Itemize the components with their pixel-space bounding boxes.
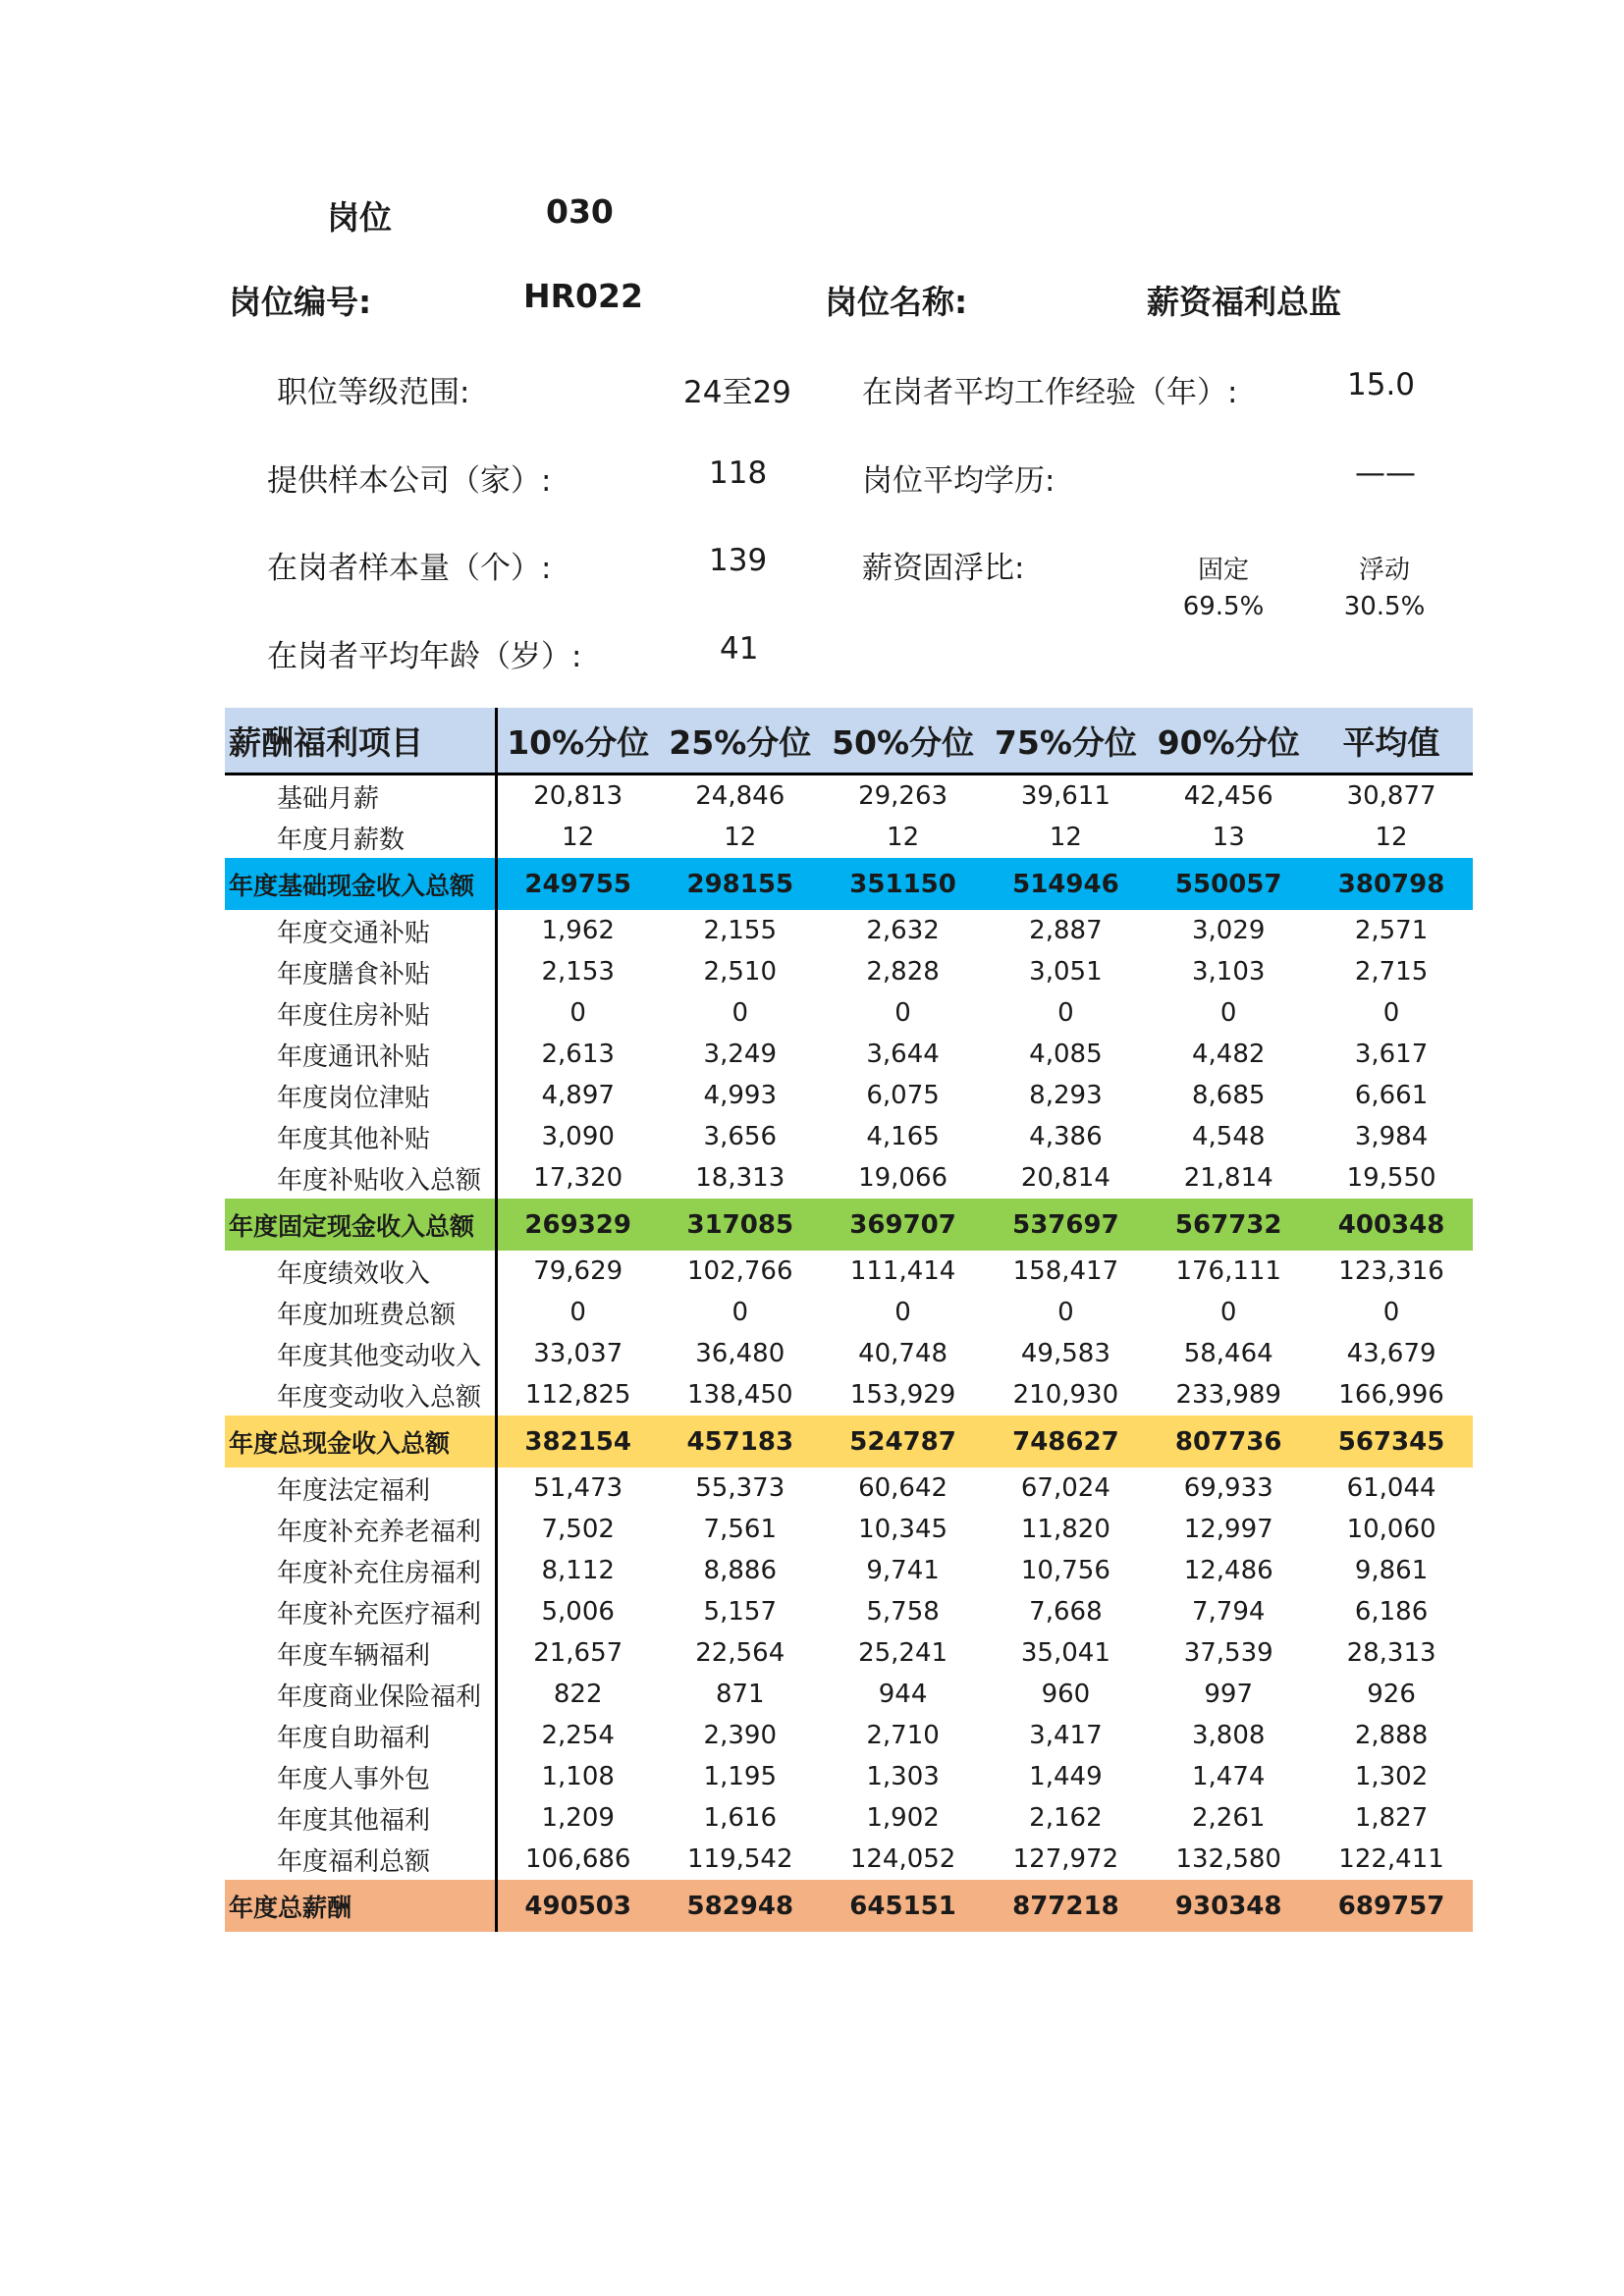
cell-value: 1,302 xyxy=(1354,1762,1429,1791)
cell-value: 2,613 xyxy=(541,1040,615,1069)
cell-value: 28,313 xyxy=(1346,1638,1436,1668)
table-row xyxy=(225,1839,1473,1880)
cell-value: 55,373 xyxy=(695,1473,785,1503)
cell-value: 5,758 xyxy=(866,1597,940,1627)
cell-value: 871 xyxy=(715,1680,765,1709)
cell-value: 822 xyxy=(553,1680,603,1709)
cell-value: 30,877 xyxy=(1346,781,1436,811)
row-label: 年度人事外包 xyxy=(225,1756,496,1797)
cell-value: 138,450 xyxy=(687,1380,793,1410)
cell-value: 0 xyxy=(1057,1298,1074,1327)
education-value: —— xyxy=(1355,455,1416,491)
cell-value: 19,066 xyxy=(858,1163,948,1193)
cell-value: 298155 xyxy=(686,869,794,899)
cell-value: 0 xyxy=(569,998,586,1028)
table-total-row xyxy=(225,1880,1473,1932)
row-label: 年度车辆福利 xyxy=(225,1632,496,1674)
cell-value: 40,748 xyxy=(858,1339,948,1368)
cell-value: 997 xyxy=(1204,1680,1254,1709)
row-label: 年度绩效收入 xyxy=(225,1251,496,1292)
cell-value: 369707 xyxy=(849,1209,956,1240)
row-label: 年度月薪数 xyxy=(225,817,496,858)
cell-value: 21,814 xyxy=(1183,1163,1273,1193)
cell-value: 0 xyxy=(1219,1298,1237,1327)
post-name-label: 岗位名称: xyxy=(825,283,968,321)
sample-size-value: 139 xyxy=(709,543,768,578)
cell-value: 807736 xyxy=(1174,1426,1282,1457)
cell-value: 3,051 xyxy=(1029,957,1103,987)
cell-value: 158,417 xyxy=(1012,1256,1119,1286)
table-row xyxy=(225,1292,1473,1333)
fixed-value: 69.5% xyxy=(1182,592,1265,621)
cell-value: 127,972 xyxy=(1012,1844,1119,1874)
cell-value: 79,629 xyxy=(533,1256,623,1286)
row-label: 年度补充住房福利 xyxy=(225,1550,496,1591)
cell-value: 24,846 xyxy=(695,781,785,811)
cell-value: 39,611 xyxy=(1020,781,1110,811)
cell-value: 9,861 xyxy=(1354,1556,1429,1585)
average-age-label: 在岗者平均年龄（岁）: xyxy=(267,639,582,674)
cell-value: 7,561 xyxy=(703,1515,777,1544)
table-row xyxy=(225,910,1473,951)
cell-value: 13 xyxy=(1212,823,1245,852)
row-label: 年度变动收入总额 xyxy=(225,1374,496,1415)
cell-value: 0 xyxy=(894,998,911,1028)
cell-value: 0 xyxy=(731,998,749,1028)
float-value: 30.5% xyxy=(1343,592,1426,621)
row-label: 年度补充医疗福利 xyxy=(225,1591,496,1632)
cell-value: 3,029 xyxy=(1191,916,1266,945)
table-row xyxy=(225,1591,1473,1632)
cell-value: 2,710 xyxy=(866,1721,940,1750)
cell-value: 2,155 xyxy=(703,916,777,945)
table-row xyxy=(225,1509,1473,1550)
column-header-percentile: 10%分位 xyxy=(496,708,659,774)
table-row xyxy=(225,1756,1473,1797)
cell-value: 12 xyxy=(1375,823,1408,852)
cell-value: 3,617 xyxy=(1354,1040,1429,1069)
row-label: 年度自助福利 xyxy=(225,1715,496,1756)
cell-value: 0 xyxy=(1382,1298,1400,1327)
cell-value: 645151 xyxy=(849,1891,956,1921)
cell-value: 524787 xyxy=(849,1426,956,1457)
cell-value: 457183 xyxy=(686,1426,794,1457)
table-total-row xyxy=(225,858,1473,910)
cell-value: 20,813 xyxy=(533,781,623,811)
row-label: 年度其他补贴 xyxy=(225,1116,496,1157)
cell-value: 0 xyxy=(1382,998,1400,1028)
cell-value: 69,933 xyxy=(1183,1473,1273,1503)
cell-value: 12 xyxy=(887,823,920,852)
cell-value: 29,263 xyxy=(858,781,948,811)
cell-value: 33,037 xyxy=(533,1339,623,1368)
table-row xyxy=(225,1374,1473,1415)
cell-value: 0 xyxy=(1219,998,1237,1028)
cell-value: 8,112 xyxy=(541,1556,615,1585)
cell-value: 1,195 xyxy=(703,1762,777,1791)
cell-value: 4,548 xyxy=(1191,1122,1266,1151)
fixed-label: 固定 xyxy=(1197,556,1249,585)
cell-value: 35,041 xyxy=(1020,1638,1110,1668)
cell-value: 17,320 xyxy=(533,1163,623,1193)
float-label: 浮动 xyxy=(1358,556,1410,585)
cell-value: 6,186 xyxy=(1354,1597,1429,1627)
cell-value: 12 xyxy=(562,823,595,852)
cell-value: 119,542 xyxy=(687,1844,793,1874)
cell-value: 1,108 xyxy=(541,1762,615,1791)
cell-value: 5,157 xyxy=(703,1597,777,1627)
post-code-label: 岗位编号: xyxy=(229,283,372,321)
cell-value: 3,644 xyxy=(866,1040,940,1069)
fixed-float-ratio-label: 薪资固浮比: xyxy=(862,551,1025,586)
cell-value: 8,685 xyxy=(1191,1081,1266,1110)
cell-value: 111,414 xyxy=(849,1256,956,1286)
row-label: 年度住房补贴 xyxy=(225,992,496,1034)
cell-value: 537697 xyxy=(1012,1209,1119,1240)
cell-value: 3,656 xyxy=(703,1122,777,1151)
post-value: 030 xyxy=(546,192,614,231)
cell-value: 689757 xyxy=(1337,1891,1445,1921)
cell-value: 2,632 xyxy=(866,916,940,945)
table-row xyxy=(225,1468,1473,1509)
cell-value: 12 xyxy=(724,823,757,852)
cell-value: 2,828 xyxy=(866,957,940,987)
cell-value: 8,886 xyxy=(703,1556,777,1585)
cell-value: 1,616 xyxy=(703,1803,777,1833)
cell-value: 36,480 xyxy=(695,1339,785,1368)
sample-companies-value: 118 xyxy=(709,455,768,491)
cell-value: 2,162 xyxy=(1029,1803,1103,1833)
cell-value: 550057 xyxy=(1174,869,1282,899)
salary-table xyxy=(225,708,1473,1932)
cell-value: 8,293 xyxy=(1029,1081,1103,1110)
cell-value: 926 xyxy=(1367,1680,1416,1709)
row-label: 基础月薪 xyxy=(225,774,496,818)
cell-value: 930348 xyxy=(1174,1891,1282,1921)
cell-value: 42,456 xyxy=(1183,781,1273,811)
cell-value: 153,929 xyxy=(849,1380,956,1410)
column-header-percentile: 75%分位 xyxy=(984,708,1147,774)
cell-value: 3,417 xyxy=(1029,1721,1103,1750)
cell-value: 1,902 xyxy=(866,1803,940,1833)
cell-value: 10,756 xyxy=(1020,1556,1110,1585)
table-row xyxy=(225,774,1473,818)
cell-value: 4,482 xyxy=(1191,1040,1266,1069)
table-row xyxy=(225,1034,1473,1075)
table-row xyxy=(225,1333,1473,1374)
cell-value: 9,741 xyxy=(866,1556,940,1585)
table-header-row xyxy=(225,708,1473,774)
cell-value: 49,583 xyxy=(1020,1339,1110,1368)
cell-value: 58,464 xyxy=(1183,1339,1273,1368)
experience-value: 15.0 xyxy=(1347,367,1416,402)
row-label: 年度岗位津贴 xyxy=(225,1075,496,1116)
cell-value: 2,254 xyxy=(541,1721,615,1750)
cell-value: 20,814 xyxy=(1020,1163,1110,1193)
cell-value: 1,303 xyxy=(866,1762,940,1791)
cell-value: 6,075 xyxy=(866,1081,940,1110)
cell-value: 514946 xyxy=(1012,869,1119,899)
row-label: 年度总现金收入总额 xyxy=(225,1415,496,1468)
cell-value: 210,930 xyxy=(1012,1380,1119,1410)
row-label: 年度基础现金收入总额 xyxy=(225,858,496,910)
cell-value: 3,249 xyxy=(703,1040,777,1069)
row-label: 年度交通补贴 xyxy=(225,910,496,951)
cell-value: 400348 xyxy=(1337,1209,1445,1240)
row-label: 年度补贴收入总额 xyxy=(225,1157,496,1199)
cell-value: 61,044 xyxy=(1346,1473,1436,1503)
education-label: 岗位平均学历: xyxy=(862,463,1056,499)
cell-value: 944 xyxy=(878,1680,928,1709)
cell-value: 12,486 xyxy=(1183,1556,1273,1585)
column-header-item: 薪酬福利项目 xyxy=(225,708,496,774)
sample-size-label: 在岗者样本量（个）: xyxy=(267,551,552,586)
cell-value: 1,827 xyxy=(1354,1803,1429,1833)
cell-value: 567345 xyxy=(1337,1426,1445,1457)
row-label: 年度法定福利 xyxy=(225,1468,496,1509)
cell-value: 351150 xyxy=(849,869,956,899)
cell-value: 166,996 xyxy=(1338,1380,1444,1410)
sample-companies-label: 提供样本公司（家）: xyxy=(267,463,552,499)
post-code-value: HR022 xyxy=(523,277,643,315)
cell-value: 4,085 xyxy=(1029,1040,1103,1069)
cell-value: 317085 xyxy=(686,1209,794,1240)
cell-value: 2,390 xyxy=(703,1721,777,1750)
cell-value: 176,111 xyxy=(1175,1256,1281,1286)
row-label: 年度商业保险福利 xyxy=(225,1674,496,1715)
table-row xyxy=(225,1116,1473,1157)
cell-value: 12,997 xyxy=(1183,1515,1273,1544)
cell-value: 2,571 xyxy=(1354,916,1429,945)
table-row xyxy=(225,1550,1473,1591)
cell-value: 4,897 xyxy=(541,1081,615,1110)
table-total-row xyxy=(225,1199,1473,1251)
cell-value: 7,668 xyxy=(1029,1597,1103,1627)
cell-value: 6,661 xyxy=(1354,1081,1429,1110)
cell-value: 10,060 xyxy=(1346,1515,1436,1544)
table-row xyxy=(225,1157,1473,1199)
cell-value: 37,539 xyxy=(1183,1638,1273,1668)
experience-label: 在岗者平均工作经验（年）: xyxy=(862,375,1238,410)
post-label: 岗位 xyxy=(327,198,392,237)
row-label: 年度固定现金收入总额 xyxy=(225,1199,496,1251)
cell-value: 5,006 xyxy=(541,1597,615,1627)
cell-value: 2,888 xyxy=(1354,1721,1429,1750)
row-label: 年度通讯补贴 xyxy=(225,1034,496,1075)
cell-value: 0 xyxy=(894,1298,911,1327)
row-label: 年度其他福利 xyxy=(225,1797,496,1839)
cell-value: 106,686 xyxy=(524,1844,631,1874)
cell-value: 2,510 xyxy=(703,957,777,987)
cell-value: 112,825 xyxy=(524,1380,631,1410)
cell-value: 1,474 xyxy=(1191,1762,1266,1791)
cell-value: 51,473 xyxy=(533,1473,623,1503)
cell-value: 124,052 xyxy=(849,1844,956,1874)
table-row xyxy=(225,951,1473,992)
table-row xyxy=(225,1075,1473,1116)
cell-value: 490503 xyxy=(524,1891,631,1921)
cell-value: 249755 xyxy=(524,869,631,899)
cell-value: 11,820 xyxy=(1020,1515,1110,1544)
column-header-percentile: 平均值 xyxy=(1310,708,1473,774)
cell-value: 748627 xyxy=(1012,1426,1119,1457)
cell-value: 43,679 xyxy=(1346,1339,1436,1368)
column-header-percentile: 50%分位 xyxy=(822,708,985,774)
cell-value: 877218 xyxy=(1012,1891,1119,1921)
cell-value: 21,657 xyxy=(533,1638,623,1668)
cell-value: 2,887 xyxy=(1029,916,1103,945)
grade-range-value: 24至29 xyxy=(683,375,791,410)
cell-value: 3,103 xyxy=(1191,957,1266,987)
cell-value: 233,989 xyxy=(1175,1380,1281,1410)
cell-value: 7,794 xyxy=(1191,1597,1266,1627)
cell-value: 0 xyxy=(1057,998,1074,1028)
table-row xyxy=(225,1632,1473,1674)
cell-value: 122,411 xyxy=(1338,1844,1444,1874)
row-label: 年度福利总额 xyxy=(225,1839,496,1880)
cell-value: 22,564 xyxy=(695,1638,785,1668)
cell-value: 4,165 xyxy=(866,1122,940,1151)
cell-value: 12 xyxy=(1049,823,1082,852)
table-row xyxy=(225,1715,1473,1756)
cell-value: 67,024 xyxy=(1020,1473,1110,1503)
cell-value: 4,993 xyxy=(703,1081,777,1110)
table-row xyxy=(225,1674,1473,1715)
row-label: 年度总薪酬 xyxy=(225,1880,496,1932)
table-row xyxy=(225,992,1473,1034)
row-label: 年度补充养老福利 xyxy=(225,1509,496,1550)
cell-value: 0 xyxy=(569,1298,586,1327)
cell-value: 3,090 xyxy=(541,1122,615,1151)
cell-value: 10,345 xyxy=(858,1515,948,1544)
cell-value: 18,313 xyxy=(695,1163,785,1193)
table-total-row xyxy=(225,1415,1473,1468)
cell-value: 0 xyxy=(731,1298,749,1327)
cell-value: 132,580 xyxy=(1175,1844,1281,1874)
cell-value: 123,316 xyxy=(1338,1256,1444,1286)
row-label: 年度膳食补贴 xyxy=(225,951,496,992)
cell-value: 269329 xyxy=(524,1209,631,1240)
grade-range-label: 职位等级范围: xyxy=(277,375,470,410)
cell-value: 60,642 xyxy=(858,1473,948,1503)
cell-value: 2,153 xyxy=(541,957,615,987)
cell-value: 2,715 xyxy=(1354,957,1429,987)
cell-value: 1,449 xyxy=(1029,1762,1103,1791)
cell-value: 102,766 xyxy=(687,1256,793,1286)
table-body xyxy=(225,774,1473,1933)
cell-value: 25,241 xyxy=(858,1638,948,1668)
cell-value: 960 xyxy=(1041,1680,1091,1709)
cell-value: 4,386 xyxy=(1029,1122,1103,1151)
cell-value: 19,550 xyxy=(1346,1163,1436,1193)
post-name-value: 薪资福利总监 xyxy=(1147,283,1341,321)
column-header-percentile: 90%分位 xyxy=(1147,708,1310,774)
cell-value: 3,808 xyxy=(1191,1721,1266,1750)
cell-value: 1,962 xyxy=(541,916,615,945)
cell-value: 7,502 xyxy=(541,1515,615,1544)
cell-value: 1,209 xyxy=(541,1803,615,1833)
cell-value: 567732 xyxy=(1174,1209,1282,1240)
column-header-percentile: 25%分位 xyxy=(659,708,822,774)
average-age-value: 41 xyxy=(720,631,759,667)
row-label: 年度其他变动收入 xyxy=(225,1333,496,1374)
cell-value: 382154 xyxy=(524,1426,631,1457)
table-row xyxy=(225,1251,1473,1292)
cell-value: 3,984 xyxy=(1354,1122,1429,1151)
table-row xyxy=(225,817,1473,858)
table-row xyxy=(225,1797,1473,1839)
cell-value: 380798 xyxy=(1337,869,1445,899)
cell-value: 582948 xyxy=(686,1891,794,1921)
cell-value: 2,261 xyxy=(1191,1803,1266,1833)
row-label: 年度加班费总额 xyxy=(225,1292,496,1333)
